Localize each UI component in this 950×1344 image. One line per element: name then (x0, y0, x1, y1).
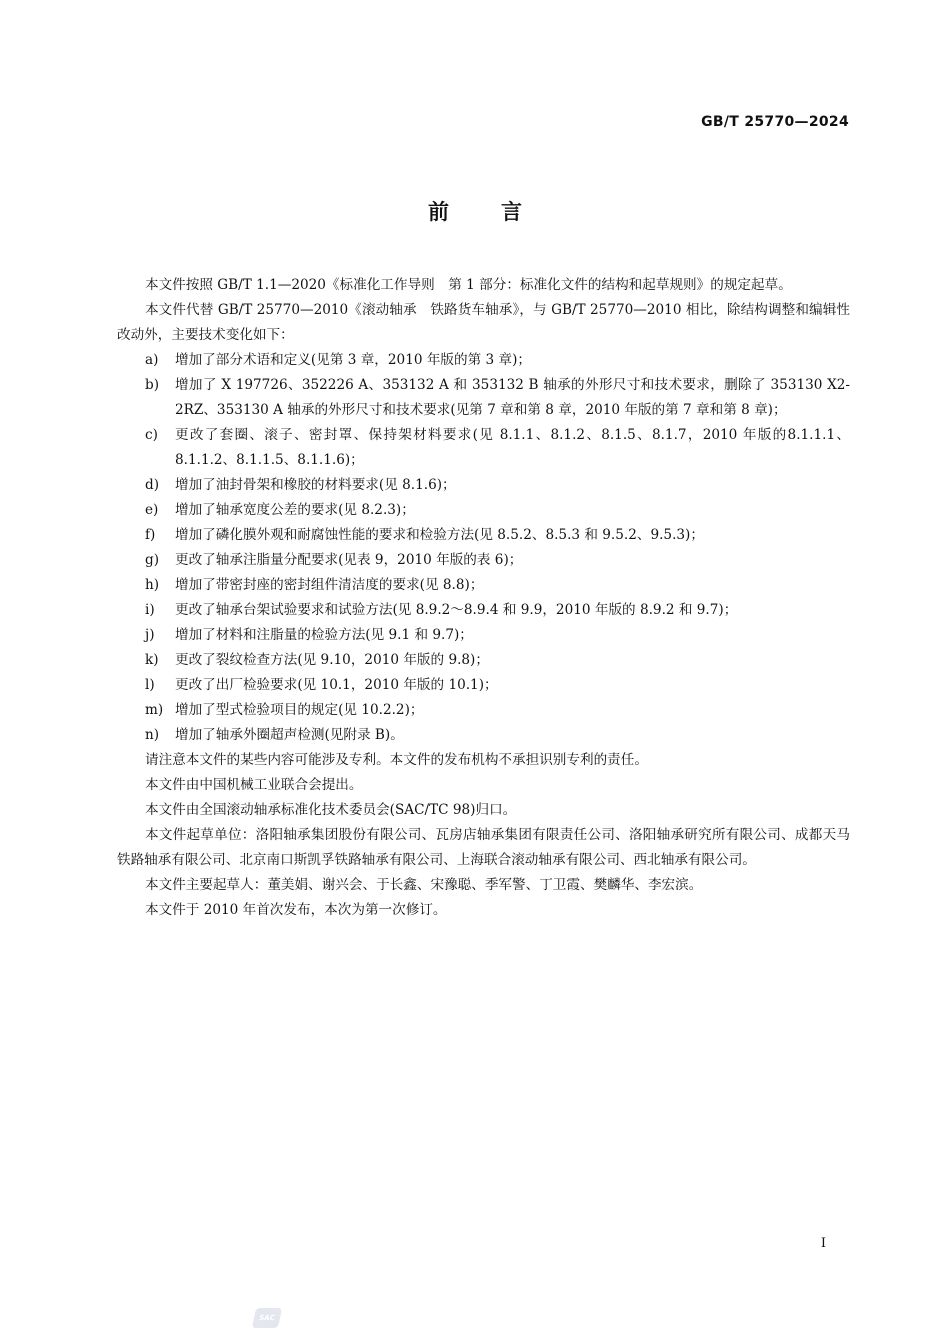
list-item-marker: j) (145, 627, 155, 643)
list-item (117, 348, 850, 373)
page-number: I (820, 1236, 826, 1251)
list-item (117, 423, 850, 473)
list-item-marker: b) (145, 377, 160, 393)
list-item (117, 648, 850, 673)
list-item-text: 增加了磷化膜外观和耐腐蚀性能的要求和检验方法(见 8.5.2、8.5.3 和 9.5.2、9.5.3)； (175, 527, 704, 543)
list-item-text: 增加了轴承宽度公差的要求(见 8.2.3)； (175, 502, 415, 518)
foreword-body (117, 273, 850, 923)
list-item-text: 增加了部分术语和定义(见第 3 章，2010 年版的第 3 章)； (175, 352, 531, 368)
list-item (117, 723, 850, 748)
list-item (117, 698, 850, 723)
drafting-units: 本文件起草单位：洛阳轴承集团股份有限公司、瓦房店轴承集团有限责任公司、洛阳轴承研究所有限公司、成都天马铁路轴承有限公司、北京南口斯凯孚铁路轴承有限公司、上海联合滚动轴承有限公司、西北轴承有限公司。 (117, 827, 850, 868)
list-item-marker: m) (145, 702, 164, 718)
list-item (117, 523, 850, 548)
list-item-text: 更改了轴承注脂量分配要求(见表 9，2010 年版的表 6)； (175, 552, 523, 568)
list-item-text: 增加了型式检验项目的规定(见 10.2.2)； (175, 702, 424, 718)
changes-list (117, 348, 850, 748)
page-title: 前言 (428, 200, 574, 224)
list-item-marker: h) (145, 577, 160, 593)
list-item-marker: f) (145, 527, 156, 543)
list-item-text: 增加了带密封座的密封组件清洁度的要求(见 8.8)； (175, 577, 484, 593)
sac-logo-icon: SAC (252, 1308, 282, 1328)
list-item-marker: a) (145, 352, 159, 368)
patent-notice: 请注意本文件的某些内容可能涉及专利。本文件的发布机构不承担识别专利的责任。 (145, 752, 648, 768)
list-item-text: 增加了材料和注脂量的检验方法(见 9.1 和 9.7)； (175, 627, 473, 643)
committee-statement: 本文件由全国滚动轴承标准化技术委员会(SAC/TC 98)归口。 (145, 802, 517, 818)
list-item-text: 更改了出厂检验要求(见 10.1，2010 年版的 10.1)； (175, 677, 498, 693)
list-item-marker: l) (145, 677, 155, 693)
list-item-marker: n) (145, 727, 160, 743)
list-item-marker: d) (145, 477, 160, 493)
list-item-text: 增加了轴承外圈超声检测(见附录 B)。 (175, 727, 404, 743)
publication-history: 本文件于 2010 年首次发布，本次为第一次修订。 (145, 902, 447, 918)
intro-paragraph: 本文件按照 GB/T 1.1—2020《标准化工作导则 第 1 部分：标准化文件的结构和起草规则》的规定起草。 (145, 277, 792, 293)
list-item-text: 更改了套圈、滚子、密封罩、保持架材料要求(见 8.1.1、8.1.2、8.1.5、8.1.7，2010 年版的8.1.1.1、8.1.1.2、8.1.1.5、8.1.1.6)； (175, 427, 850, 468)
list-item (117, 573, 850, 598)
list-item-text: 更改了轴承台架试验要求和试验方法(见 8.9.2～8.9.4 和 9.9，2010 年版的 8.9.2 和 9.7)； (175, 602, 738, 618)
drafters: 本文件主要起草人：董美娟、谢兴会、于长鑫、宋豫聪、季军警、丁卫霞、樊麟华、李宏滨。 (145, 877, 703, 893)
proposer-statement: 本文件由中国机械工业联合会提出。 (145, 777, 363, 793)
list-item-text: 更改了裂纹检查方法(见 9.10，2010 年版的 9.8)； (175, 652, 489, 668)
list-item-marker: c) (145, 427, 158, 443)
list-item-text: 增加了油封骨架和橡胶的材料要求(见 8.1.6)； (175, 477, 456, 493)
list-item (117, 673, 850, 698)
list-item-marker: e) (145, 502, 159, 518)
standard-code: GB/T 25770—2024 (701, 114, 849, 130)
list-item (117, 598, 850, 623)
list-item-marker: k) (145, 652, 159, 668)
list-item (117, 498, 850, 523)
intro-paragraph: 本文件代替 GB/T 25770—2010《滚动轴承 铁路货车轴承》，与 GB/T 25770—2010 相比，除结构调整和编辑性改动外，主要技术变化如下： (117, 302, 850, 343)
list-item-marker: g) (145, 552, 160, 568)
list-item (117, 373, 850, 423)
list-item (117, 473, 850, 498)
list-item (117, 548, 850, 573)
list-item-text: 增加了 X 197726、352226 A、353132 A 和 353132 B 轴承的外形尺寸和技术要求，删除了 353130 X2-2RZ、353130 A 轴承的外形尺寸和技术要求(见第 7 章和第 8 章，2010 年版的第 7 章和第 8 章)； (175, 377, 850, 418)
list-item-marker: i) (145, 602, 155, 618)
list-item (117, 623, 850, 648)
